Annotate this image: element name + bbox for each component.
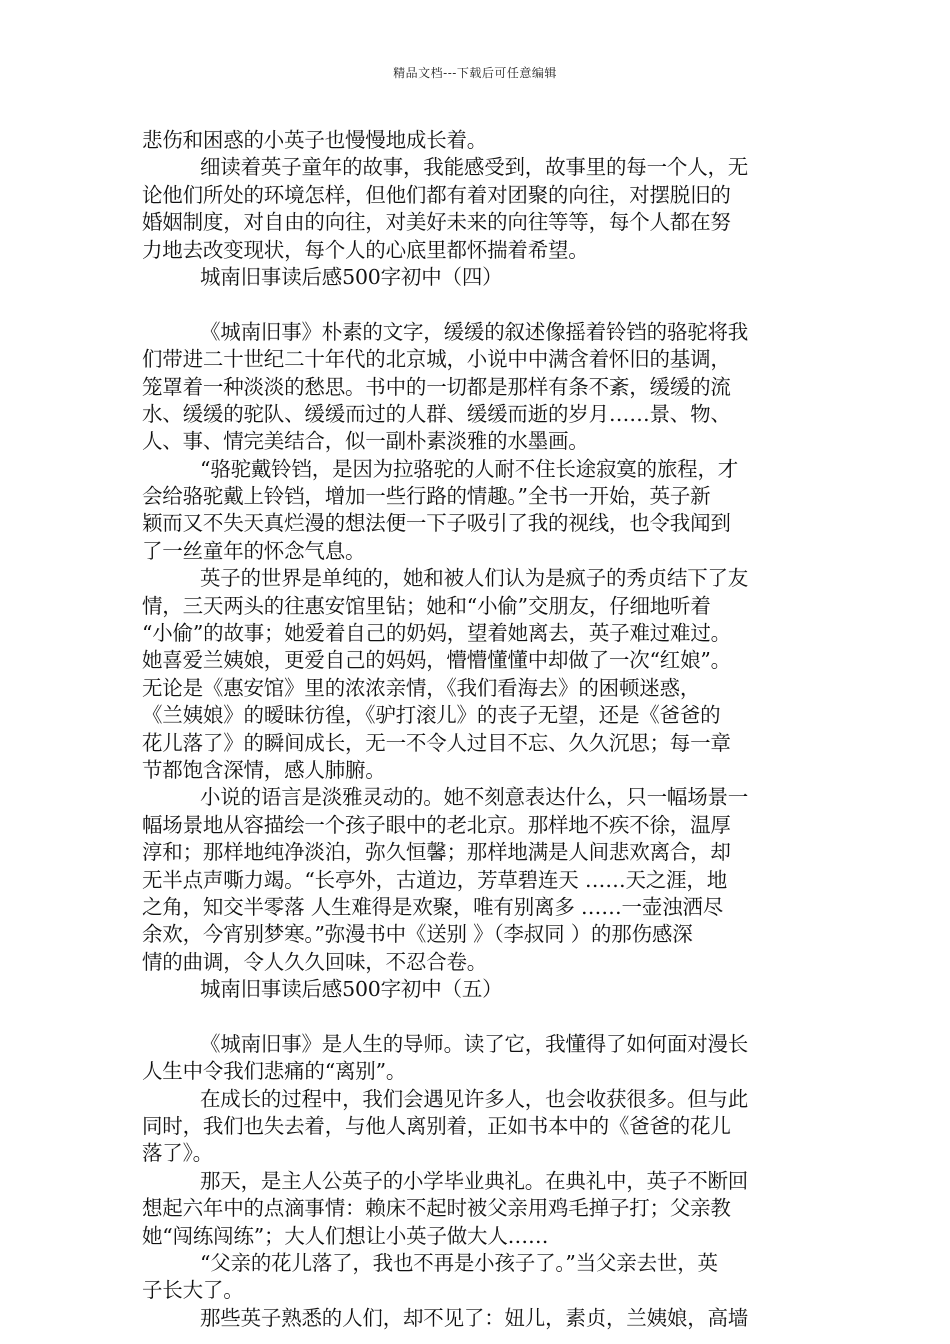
- text-line: 们带进二十世纪二十年代的北京城，小说中中满含着怀旧的基调，: [142, 347, 731, 372]
- text-line: 悲伤和困惑的小英子也慢慢地成长着。: [142, 128, 488, 152]
- text-line: 《兰姨娘》的暧昧彷徨，《驴打滚儿》的丧子无望，还是《爸爸的: [142, 703, 721, 728]
- text-line: 想起六年中的点滴事情：赖床不起时被父亲用鸡毛掸子打；父亲教: [142, 1196, 731, 1221]
- text-line: 无半点声嘶力竭。“长亭外，古道边，芳草碧连天 ……天之涯，地: [142, 867, 727, 892]
- text-line: 无论是《惠安馆》里的浓浓亲情，《我们看海去》的困顿迷惑，: [142, 675, 701, 700]
- text-line: 她喜爱兰姨娘，更爱自己的妈妈，懵懵懂懂中却做了一次“红娘”。: [142, 648, 731, 673]
- text-line: “小偷”的故事；她爱着自己的奶妈，望着她离去，英子难过难过。: [142, 621, 731, 646]
- text-line: 《城南旧事》朴素的文字，缓缓的叙述像摇着铃铛的骆驼将我: [200, 319, 749, 344]
- text-line: 力地去改变现状，每个人的心底里都怀揣着希望。: [142, 237, 589, 262]
- text-line: 幅场景地从容描绘一个孩子眼中的老北京。那样地不疾不徐，温厚: [142, 812, 731, 837]
- text-line: 之角，知交半零落 人生难得是欢聚，唯有别离多 ……一壶浊洒尽: [142, 894, 724, 919]
- text-line: 她“闯练闯练”；大人们想让小英子做大人……: [142, 1223, 549, 1248]
- text-line: 情，三天两头的往惠安馆里钻；她和“小偷”交朋友，仔细地听着: [142, 593, 711, 618]
- text-line: 城南旧事读后感500字初中（五）: [200, 977, 503, 1002]
- text-line: 细读着英子童年的故事，我能感受到，故事里的每一个人，无: [200, 155, 749, 180]
- text-line: 落了》。: [142, 1141, 213, 1166]
- text-line: “父亲的花儿落了，我也不再是小孩子了。”当父亲去世，英: [200, 1251, 718, 1276]
- text-line: 余欢，今宵别梦寒。”弥漫书中《送别 》（李叔同 ）的那伤感深: [142, 922, 693, 947]
- text-line: 水、缓缓的驼队、缓缓而过的人群、缓缓而逝的岁月……景、物、: [142, 401, 731, 426]
- blank-line: [142, 1004, 810, 1031]
- text-line: 笼罩着一种淡淡的愁思。书中的一切都是那样有条不紊，缓缓的流: [142, 374, 731, 399]
- text-line: 颖而又不失天真烂漫的想法便一下子吸引了我的视线，也令我闻到: [142, 511, 731, 536]
- text-line: 了一丝童年的怀念气息。: [142, 538, 366, 563]
- blank-line: [142, 291, 810, 318]
- text-line: 同时，我们也失去着，与他人离别着，正如书本中的《爸爸的花儿: [142, 1114, 731, 1139]
- text-line: 节都饱含深情，感人肺腑。: [142, 757, 386, 782]
- document-body: [142, 127, 810, 1332]
- text-line: 在成长的过程中，我们会遇见许多人，也会收获很多。但与此: [200, 1086, 749, 1111]
- text-line: 子长大了。: [142, 1278, 244, 1303]
- text-line: 婚姻制度，对自由的向往，对美好未来的向往等等，每个人都在努: [142, 210, 731, 235]
- text-line: 《城南旧事》是人生的导师。读了它，我懂得了如何面对漫长: [200, 1031, 749, 1056]
- text-line: 那些英子熟悉的人们，却不见了：妞儿，素贞，兰姨娘，高墙: [200, 1305, 749, 1330]
- text-line: 小说的语言是淡雅灵动的。她不刻意表达什么，只一幅场景一: [200, 785, 749, 810]
- text-line: 论他们所处的环境怎样，但他们都有着对团聚的向往，对摆脱旧的: [142, 182, 731, 207]
- text-line: 那天，是主人公英子的小学毕业典礼。在典礼中，英子不断回: [200, 1168, 749, 1193]
- text-line: 会给骆驼戴上铃铛，增加一些行路的情趣。”全书一开始，英子新: [142, 484, 711, 509]
- text-line: 人、事、情完美结合，似一副朴素淡雅的水墨画。: [142, 429, 589, 454]
- text-line: 英子的世界是单纯的，她和被人们认为是疯子的秀贞结下了友: [200, 566, 749, 591]
- text-line: 花儿落了》的瞬间成长，无一不令人过目不忘、久久沉思；每一章: [142, 730, 731, 755]
- text-line: 淳和；那样地纯净淡泊，弥久恒馨；那样地满是人间悲欢离合，却: [142, 840, 731, 865]
- text-line: “骆驼戴铃铛，是因为拉骆驼的人耐不住长途寂寞的旅程，才: [200, 456, 739, 481]
- text-line: 城南旧事读后感500字初中（四）: [200, 264, 503, 289]
- text-line: 人生中令我们悲痛的“离别”。: [142, 1059, 407, 1084]
- text-line: 情的曲调，令人久久回味，不忍合卷。: [142, 949, 488, 974]
- page-header: 精品文档---下载后可任意编辑: [393, 66, 557, 80]
